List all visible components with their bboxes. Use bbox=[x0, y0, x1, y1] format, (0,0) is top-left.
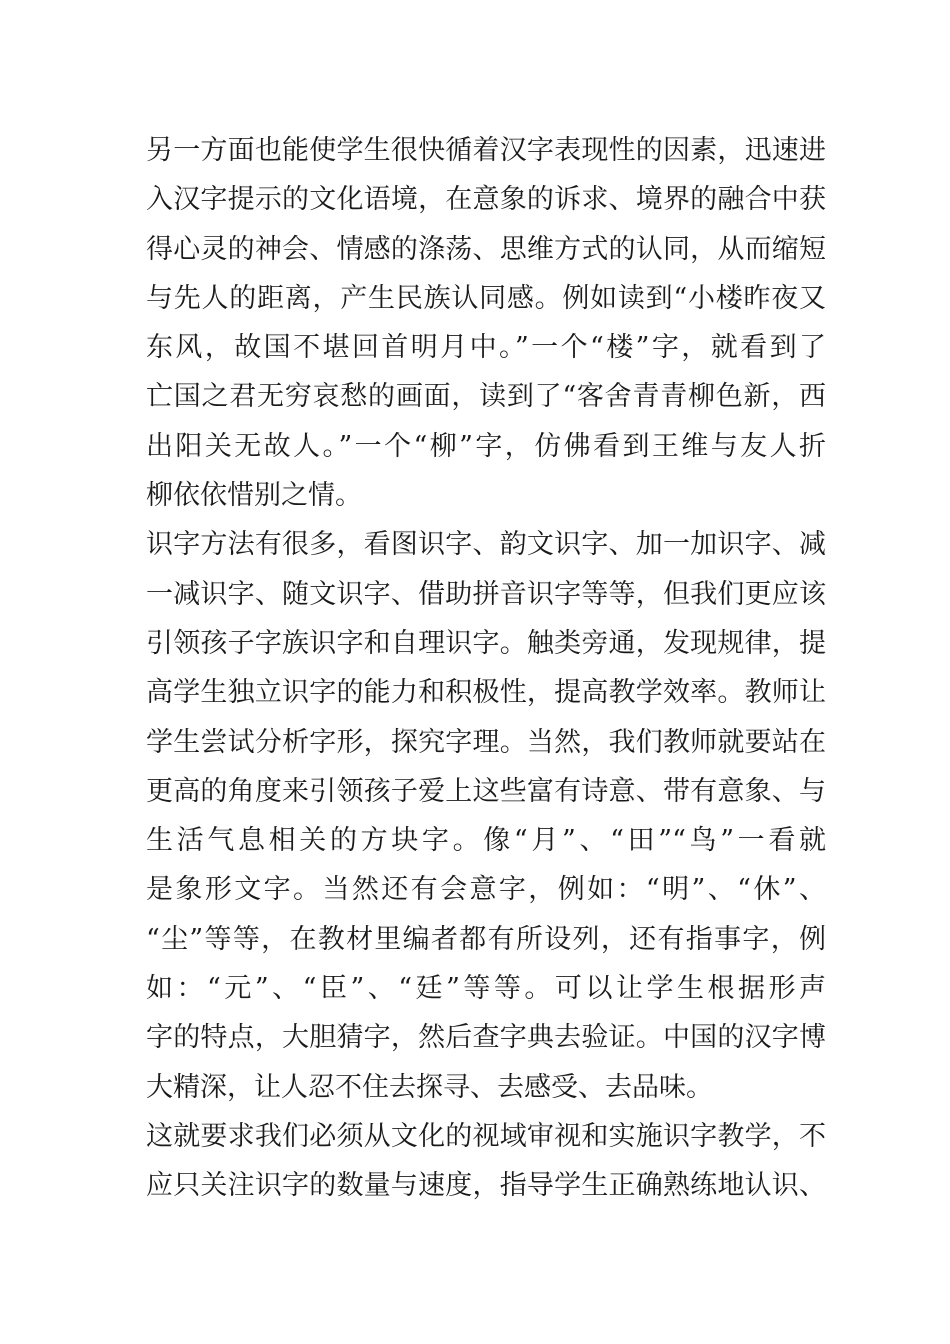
text-line: 入汉字提示的文化语境，在意象的诉求、境界的融合中获 bbox=[146, 184, 826, 216]
text-line: 另一方面也能使学生很快循着汉字表现性的因素，迅速进 bbox=[146, 135, 826, 166]
text-line: 应只关注识字的数量与速度，指导学生正确熟练地认识、 bbox=[146, 1170, 826, 1202]
text-line: 生活气息相关的方块字。像“月”、“田”“鸟”一看就 bbox=[146, 825, 826, 857]
text-line: 高学生独立识字的能力和积极性，提高教学效率。教师让 bbox=[146, 677, 826, 709]
text-line: 亡国之君无穷哀愁的画面，读到了“客舍青青柳色新，西 bbox=[146, 381, 826, 413]
text-line: 如：“元”、“臣”、“廷”等等。可以让学生根据形声 bbox=[146, 973, 826, 1005]
text-line: 大精深，让人忍不住去探寻、去感受、去品味。 bbox=[146, 1071, 713, 1103]
text-line: 出阳关无故人。”一个“柳”字，仿佛看到王维与友人折 bbox=[146, 430, 826, 462]
paragraph bbox=[146, 1119, 826, 1218]
text-line: 识字方法有很多，看图识字、韵文识字、加一加识字、减 bbox=[146, 529, 826, 561]
text-line: 柳依依惜别之情。 bbox=[146, 480, 362, 512]
paragraph bbox=[146, 133, 826, 527]
text-line: 字的特点，大胆猜字，然后查字典去验证。中国的汉字博 bbox=[146, 1022, 826, 1054]
text-line: 是象形文字。当然还有会意字，例如：“明”、“休”、 bbox=[146, 874, 826, 906]
text-line: 与先人的距离，产生民族认同感。例如读到“小楼昨夜又 bbox=[146, 282, 826, 314]
text-line: 一减识字、随文识字、借助拼音识字等等，但我们更应该 bbox=[146, 578, 826, 610]
text-line: 这就要求我们必须从文化的视域审视和实施识字教学，不 bbox=[146, 1120, 826, 1152]
paragraph bbox=[146, 527, 826, 1119]
body-text bbox=[146, 133, 826, 1218]
text-line: 得心灵的神会、情感的涤荡、思维方式的认同，从而缩短 bbox=[146, 233, 826, 265]
text-line: 东风，故国不堪回首明月中。”一个“楼”字，就看到了 bbox=[146, 332, 826, 364]
text-line: 引领孩子字族识字和自理识字。触类旁通，发现规律，提 bbox=[146, 627, 826, 659]
text-line: 学生尝试分析字形，探究字理。当然，我们教师就要站在 bbox=[146, 726, 826, 758]
text-line: “尘”等等，在教材里编者都有所设列，还有指事字，例 bbox=[146, 923, 826, 955]
text-line: 更高的角度来引领孩子爱上这些富有诗意、带有意象、与 bbox=[146, 775, 826, 807]
